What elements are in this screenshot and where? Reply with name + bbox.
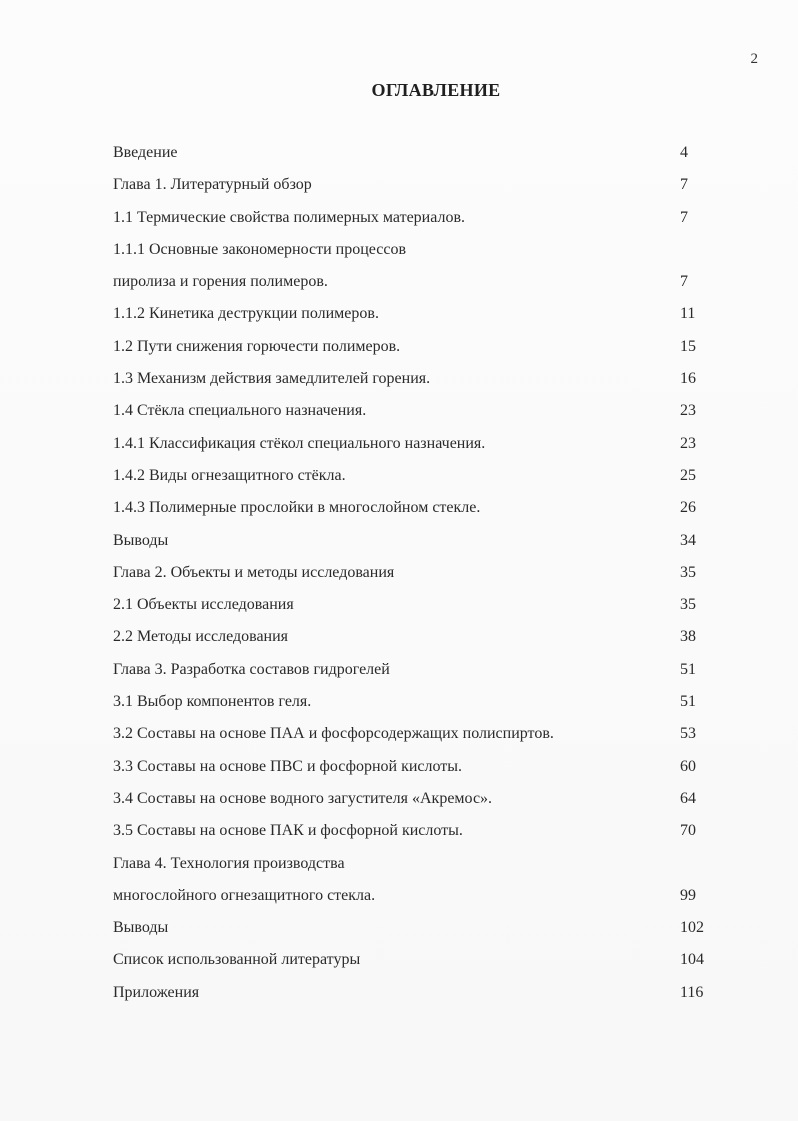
toc-entry-page: 15 (680, 337, 696, 355)
toc-entry (113, 912, 713, 944)
toc-entry (113, 686, 713, 718)
toc-entry-title: Глава 3. Разработка составов гидрогелей (113, 660, 390, 678)
toc-entry-title: 1.3 Механизм действия замедлителей горения. (113, 370, 431, 388)
toc-entry-title: 1.1 Термические свойства полимерных материалов. (113, 208, 466, 226)
toc-entry-page: 51 (680, 660, 696, 678)
page-number: 2 (750, 51, 758, 67)
toc-entry (113, 751, 713, 783)
toc-entry (113, 298, 713, 330)
toc-entry (113, 234, 713, 266)
toc-entry (113, 363, 713, 395)
toc-entry-page: 70 (680, 822, 696, 840)
toc-entry-page: 23 (680, 402, 696, 420)
toc-entry (113, 557, 713, 589)
page-title: ОГЛАВЛЕНИЕ (371, 80, 501, 100)
toc-entry-page: 53 (680, 725, 696, 743)
toc-entry-title: 1.4.3 Полимерные прослойки в многослойном стекле. (113, 499, 481, 517)
toc-entry-page: 99 (680, 886, 696, 904)
toc-entry-page: 23 (680, 434, 696, 452)
toc-entry-title: 1.4.1 Классификация стёкол специального назначения. (113, 434, 486, 452)
toc-entry (113, 944, 713, 976)
toc-entry-title: Глава 1. Литературный обзор (113, 176, 312, 194)
toc-entry-title: Глава 4. Технология производства (113, 854, 345, 872)
toc-entry (113, 815, 713, 847)
toc-entry-page: 104 (680, 951, 704, 969)
toc-entry (113, 460, 713, 492)
toc-entry-page: 35 (680, 596, 696, 614)
toc-entry (113, 169, 713, 201)
toc-entry-title: 1.1.2 Кинетика деструкции полимеров. (113, 305, 379, 323)
toc-entry-page: 60 (680, 757, 696, 775)
table-of-contents (113, 137, 713, 1009)
toc-entry-title: Приложения (113, 983, 200, 1001)
toc-entry-page: 7 (680, 176, 688, 194)
toc-entry-title: 3.1 Выбор компонентов геля. (113, 693, 312, 711)
toc-entry-page: 38 (680, 628, 696, 646)
toc-entry (113, 977, 713, 1009)
toc-entry (113, 428, 713, 460)
toc-entry (113, 589, 713, 621)
toc-entry (113, 492, 713, 524)
toc-entry (113, 621, 713, 653)
toc-entry-page: 102 (680, 919, 704, 937)
toc-entry (113, 395, 713, 427)
toc-entry-page: 26 (680, 499, 696, 517)
toc-entry-title: 1.4 Стёкла специального назначения. (113, 402, 367, 420)
toc-entry-page: 7 (680, 273, 688, 291)
toc-entry (113, 266, 713, 298)
toc-entry (113, 654, 713, 686)
toc-entry (113, 331, 713, 363)
toc-entry-page: 7 (680, 208, 688, 226)
toc-entry-title: 2.1 Объекты исследования (113, 596, 294, 614)
toc-entry (113, 783, 713, 815)
toc-entry-page: 116 (680, 983, 704, 1001)
toc-entry-title: 3.2 Составы на основе ПАА и фосфорсодержащих полиспиртов. (113, 725, 554, 743)
toc-entry-title: Выводы (113, 531, 169, 549)
toc-entry-title: Глава 2. Объекты и методы исследования (113, 563, 395, 581)
toc-entry-title: 3.4 Составы на основе водного загустителя «Акремос». (113, 789, 493, 807)
toc-entry-title: многослойного огнезащитного стекла. (113, 886, 376, 904)
toc-entry-page: 64 (680, 789, 696, 807)
toc-entry-title: 1.1.1 Основные закономерности процессов (113, 240, 407, 258)
toc-entry-title: 1.2 Пути снижения горючести полимеров. (113, 337, 401, 355)
toc-entry-title: 3.5 Составы на основе ПАК и фосфорной кислоты. (113, 822, 463, 840)
toc-entry-title: 2.2 Методы исследования (113, 628, 289, 646)
toc-entry (113, 848, 713, 880)
toc-entry-title: 3.3 Составы на основе ПВС и фосфорной кислоты. (113, 757, 463, 775)
toc-entry (113, 202, 713, 234)
toc-entry-page: 34 (680, 531, 696, 549)
toc-entry-title: 1.4.2 Виды огнезащитного стёкла. (113, 466, 346, 484)
toc-entry-title: Введение (113, 144, 178, 161)
toc-entry-title: Выводы (113, 919, 169, 937)
toc-entry (113, 525, 713, 557)
toc-entry (113, 880, 713, 912)
toc-entry-page: 4 (680, 144, 688, 161)
toc-entry (113, 718, 713, 750)
toc-entry-page: 51 (680, 693, 696, 711)
toc-entry-page: 16 (680, 370, 696, 388)
toc-entry (113, 137, 713, 169)
toc-entry-page: 25 (680, 466, 696, 484)
toc-entry-title: Список использованной литературы (113, 951, 361, 969)
toc-entry-page: 11 (680, 305, 696, 323)
toc-entry-title: пиролиза и горения полимеров. (113, 273, 328, 291)
toc-entry-page: 35 (680, 563, 696, 581)
